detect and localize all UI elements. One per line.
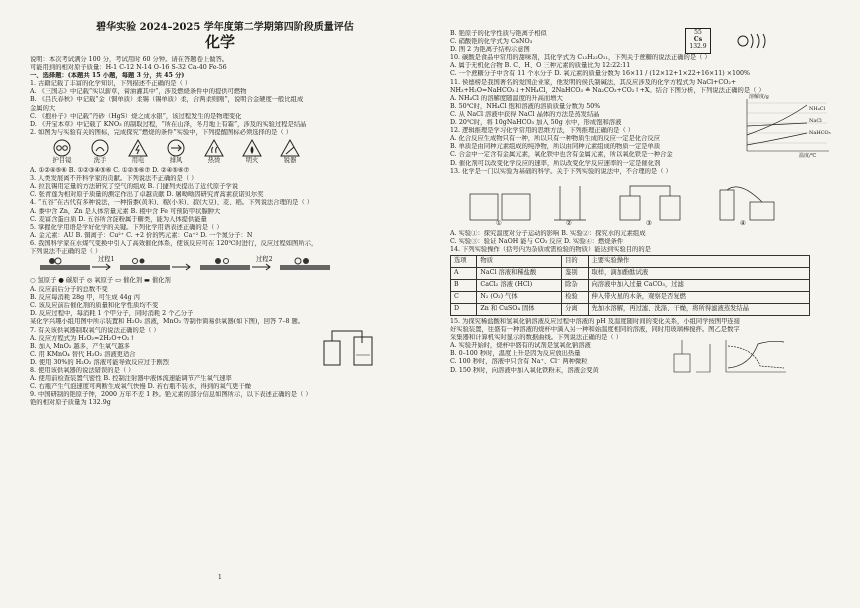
figure-legend: ○ 氢原子 ● 碳原子 ◎ 氧原子 ▭ 催化剂 ▬ 催化剂: [30, 277, 171, 285]
right-column: [450, 30, 835, 375]
option-line: D. 20℃时，将 10gNaHCO₃ 加入 50g 水中，形成饱和溶液: [450, 119, 622, 127]
option-line: C. 《抱朴子》中记载“丹砂（HgS）烧之成水银”，该过程发生的是物理变化: [30, 112, 242, 120]
option-line: C. 一个蔗糖分子中含有 11 个水分子 D. 氧元素的质量分数为 16×11 / (12×12+1×22+16×11) ×100%: [450, 70, 751, 78]
table-row: A NaCl 溶液和稀盐酸 鉴别 取样，滴加酚酞试液: [451, 267, 810, 279]
option-line: B. 单质是由同种元素组成的纯净物，所以由同种元素组成的物质一定是单质: [450, 143, 661, 151]
cesium-element-card: 55 Cs 132.9: [685, 28, 711, 54]
chart-title: 溶解度/g: [749, 93, 769, 100]
option-line: B. 0–100 秒时，温度上升是因为反应放出热量: [450, 350, 581, 358]
option-line: B. 《吕氏春秋》中记载“金（铜单质）柔锡（锡单质）柔，合两柔则刚”，说明合金硬度一般比组成: [30, 96, 304, 104]
option-line: D. 催化剂可以改变化学反应的速率，所以改变化学反应速率的一定是催化剂: [450, 159, 661, 167]
option-line: 金属的大: [30, 104, 56, 112]
option-line: A. 实验①：探究温度对分子运动的影响 B. 实验②：探究水的元素组成: [450, 229, 646, 237]
page-number: 1: [218, 574, 222, 581]
question-stem: 5. 掌握化学用语是学好化学的关键。下列化学用语表述正确的是（ ）: [30, 223, 223, 231]
option-line: D. 150 秒时，向溶液中加入氧化铁粉末，溶液会变黄: [450, 366, 599, 374]
experiment-figures: [450, 176, 835, 230]
table-header: 物质: [477, 255, 562, 267]
question-stem: 9. 中国研制的铯原子钟，2000 万年不差 1 秒。铯元素的部分信息如图所示，以下表述正确的是（ ）: [30, 391, 312, 399]
question-stem: 15. 为探究稀盐酸和氢氧化钠溶液反应过程中溶液的 pH 及温度随时间的变化关系，小组同学按图甲连接: [450, 317, 741, 325]
ion-structure-figure: [735, 30, 775, 52]
option-line: D. 使用 30%的 H₂O₂ 溶液可能导致反应过于剧烈: [30, 358, 169, 366]
question-stem: 4. “五谷”在古代有多种说法，一种指黍(黄米)、稷(小米)、菽(大豆)、麦、稻。下列说法合理的是（ ）: [30, 199, 314, 207]
legend-nacl: NaCl: [809, 117, 822, 124]
question-stem: 3. 人类发展离不开科学家的贡献。下列说法不正确的是（ ）: [30, 175, 198, 183]
exhaust-icon: 排风: [162, 139, 190, 165]
option-line: C. 该反应前后催化剂的质量和化学性质均不变: [30, 302, 159, 310]
option-line: A. 属于无机化合物 B. C、H、O 三种元素的质量比为 12:22:11: [450, 62, 631, 70]
option-line: A. 《三国志》中记载“实以薪草，膏油灌其中”，涉及燃烧条件中的提供可燃物: [30, 88, 247, 96]
option-line: C. 合金中一定含有金属元素，氧化铁中也含有金属元素，所以氧化铁是一种合金: [450, 151, 673, 159]
option-line: B. 50℃时，NH₄Cl 饱和溶液的溶质质量分数为 50%: [450, 102, 601, 110]
nh4cl-curve: [747, 105, 807, 135]
question-stem: 10. 碳酸是食品中常用的甜味剂，其化学式为 C₁₂H₂₂O₁₁，下列关于蔗糖的说法正确的是（ ）: [450, 54, 711, 62]
question-stem: 1. 古籍记载了丰富的化学知识，下列描述不正确的是（ ）: [30, 80, 192, 88]
chart-xlabel: 温度/℃: [799, 152, 817, 159]
electricity-icon: 用电: [124, 139, 152, 165]
wash-hands-icon: 洗手: [86, 139, 114, 165]
process-label: 过程2: [256, 256, 273, 264]
option-line: A. ①②④⑤⑥ B. ①②③④⑤⑥ C. ①②⑤⑥⑦ D. ②④⑤⑥⑦: [30, 167, 190, 175]
experiment-label: ①: [496, 219, 502, 227]
experiment-label: ②: [566, 219, 572, 227]
question-stem: 11. 侯德榜是我国著名的爱国企业家，他发明的侯氏制碱法，其反应涉及的化学方程式为 NaCl+CO₂+: [450, 78, 737, 86]
ph-temperature-figure: [670, 336, 790, 376]
option-line: C. 用 KMnO₄ 替代 H₂O₂ 溶液更适合: [30, 350, 136, 358]
table-header: 选项: [451, 255, 477, 267]
text-line: 可能用到的相对原子质量：H-1 C-12 N-14 O-16 S-32 Ca-40 Fe-56: [30, 64, 227, 72]
option-line: B. 加入 MnO₂ 越多，产生氧气越多: [30, 342, 131, 350]
question-stem: 7. 有关该供氧器制取氧气的说法正确的是（ ）: [30, 326, 160, 334]
table-header: 目的: [562, 255, 588, 267]
table-row: B CaCl₂ 溶液 (HCl) 除杂 向溶液中加入过量 CaCO₃，过滤: [451, 279, 810, 291]
option-line: C. 100 秒时，溶液中只含有 Na⁺、Cl⁻ 两种微粒: [450, 358, 588, 366]
reaction-process-figure: [30, 256, 440, 286]
option-line: B. 铯原子的化学性质与铯离子相似: [450, 30, 547, 37]
table-row: C N₂ (O₂) 气体 检验 伸入带火星的木条，观察是否复燃: [451, 291, 810, 303]
legend-nh4cl: NH₄Cl: [809, 105, 826, 112]
option-line: A. 反应前后分子的总数不变: [30, 286, 108, 294]
subject-title: 化学: [204, 33, 235, 51]
option-line: C. 从 NaCl 溶液中获得 NaCl 晶体的方法是蒸发结晶: [450, 110, 600, 118]
question-stem: 8. 使用该供氧器的说法错误的是（ ）: [30, 367, 135, 374]
option-line: A. 黍中含 Zn，Zn 是人体常量元素 B. 稷中含 Fe 可预防甲状腺肿大: [30, 207, 221, 215]
question-stem: 14. 下列实验操作（括号内为杂质或需检验的物质）能达到实验目的的是: [450, 245, 651, 253]
fire-icon: 明火: [238, 139, 266, 165]
experiment-label: ④: [740, 219, 746, 227]
options-table: [450, 255, 810, 316]
legend-nahco3: NaHCO₃: [809, 129, 831, 136]
option-line: C. 硝酸铯的化学式为 CsNO₃: [450, 38, 533, 46]
question-stem: 好实验装置，往盛有一种溶液的烧杯中滴入另一种和始温度相同的溶液，同时用玻璃棒搅拌。图乙是数字: [450, 326, 740, 334]
sharp-icon: 锐器: [276, 139, 304, 165]
option-line: B. 反应每消耗 28g 甲，可生成 44g 丙: [30, 294, 140, 302]
question-stem: 某化学兴趣小组用图中所示装置和 H₂O₂ 溶液，MnO₂ 等制作简易供氧器(如下图)，回答 7–8 题。: [30, 318, 305, 326]
safety-icon-row: [48, 139, 440, 165]
option-line: A. 实验开始时，烧杯中盛有的试剂是氢氧化钠溶液: [450, 342, 591, 350]
question-stem: 12. 逻辑推理是学习化学常用的思维方法，下列推理正确的是（ ）: [450, 127, 635, 135]
solubility-chart: [735, 95, 835, 161]
text-line: 说明：本次考试满分 100 分，考试用时 60 分钟。请在答题卷上做答。: [30, 56, 229, 63]
option-line: A. 化合反应生成物只有一种，所以只有一种物质生成的反应一定是化合反应: [450, 135, 661, 143]
question-stem: 6. 我国科学家在水煤气变换中引入了高效催化体系，使该反应可在 120℃时进行，反应过程如图所示，: [30, 239, 318, 247]
hot-icon: 热烫: [200, 139, 228, 165]
option-line: C. 实验③：验证 NaOH 能与 CO₂ 反应 D. 实验④：燃烧条件: [450, 237, 624, 245]
option-line: A. NH₄Cl 的溶解度随温度的升高而增大: [450, 94, 563, 102]
nacl-curve: [747, 123, 807, 126]
left-column: [30, 56, 440, 407]
option-line: A. 金元素：AU B. 铜离子：Cu²⁺ C. +2 价的钙元素：Ca⁺² D. 一个氮分子：N: [30, 231, 253, 239]
option-line: A. 拉瓦锡用定量的方法研究了空气的组成 B. 门捷列夫提出了近代原子学说: [30, 183, 239, 191]
process-label: 过程1: [98, 256, 115, 264]
question-stem: 采集器和计算机实时显示的数据曲线。下列说法正确的是（ ）: [450, 334, 623, 342]
option-line: D. 反应过程中，每消耗 1 个甲分子，同时消耗 2 个乙分子: [30, 310, 194, 318]
option-line: D. 图 2 为铯离子结构示意图: [450, 46, 530, 54]
table-header-row: [451, 255, 810, 267]
page-title: 碧华实验 2024–2025 学年度第二学期第四阶段质量评估: [96, 22, 354, 33]
option-line: 铯的相对原子质量为 132.9g: [30, 399, 111, 407]
question-stem: 2. 如图为与实验有关的图标，完成探究“燃烧的条件”实验中，下列提醒图标必须选择的是（ ）: [30, 128, 293, 136]
option-line: A. 使用前检查装置气密性 B. 控制注射器中液体流速能调节产生氧气速率: [30, 375, 232, 383]
option-line: D. 《开宝本草》中记载了 KNO₃ 的制取过程，“所在山泽，冬月地上有霜”，涉及的实验过程是结晶: [30, 120, 307, 128]
option-line: C. 麦富含蛋白质 D. 五谷所含淀粉属于糖类，能为人体提供能量: [30, 215, 207, 223]
option-line: C. 右瓶产生气泡速度可判断生成氧气快慢 D. 若右瓶不装水，得到的氧气更干燥: [30, 383, 251, 391]
table-header: 主要实验操作: [588, 255, 810, 267]
experiment-label: ③: [646, 219, 652, 227]
section-heading: 一、选择题：(本题共 15 小题，每题 3 分，共 45 分): [30, 72, 185, 80]
option-line: A. 反应方程式为 H₂O₂=2H₂O+O₂↑: [30, 334, 135, 342]
oxygen-generator-figure: [320, 327, 380, 367]
table-row: D Zn 和 CuSO₄ 固体 分离 先加水溶解，再过滤、洗涤、干燥，将所得滤液蒸发结晶: [451, 303, 810, 315]
goggles-icon: 护目镜: [48, 139, 76, 165]
question-stem: NH₃+H₂O=NaHCO₃↓+NH₄Cl，2NaHCO₃ ≜ Na₂CO₃+CO₂↑+X。结合下图分析，下列说法正确的是（ ）: [450, 86, 765, 94]
question-stem: 13. 化学是一门以实验为基础的科学。关于下列实验的说法中，不合理的是（ ）: [450, 167, 672, 175]
question-stem: 下列说法不正确的是（ ）: [30, 247, 102, 255]
option-line: C. 张青莲为相对原子质量的测定作出了卓越贡献 D. 屠呦呦因研究青蒿素获诺贝尔奖: [30, 191, 264, 199]
